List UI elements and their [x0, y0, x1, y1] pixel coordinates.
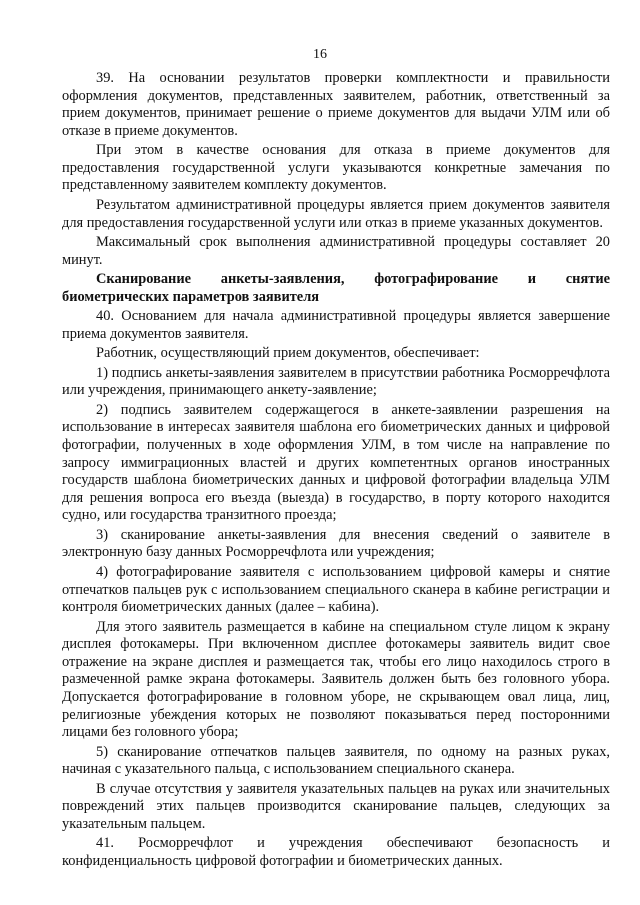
paragraph-refusal-basis: При этом в качестве основания для отказа в приеме документов для предоставления государственной услуги указываются конкретные замечания по представленному заявителем комплекту документов. [62, 142, 610, 194]
list-item-1: 1) подпись анкеты-заявления заявителем в присутствии работника Росморречфлота или учреждения, принимающего анкету-заявление; [62, 364, 610, 399]
list-item-2: 2) подпись заявителем содержащегося в анкете-заявлении разрешения на использование в интересах заявителя шаблона его биометрических данных и цифровой фотографии, полученных в ходе оформления УЛМ, в том числе на направление по запросу иммиграционных властей и других компетентных органов иностранных государств шаблона биометрических данных и цифровой фотографии владельца УЛМ для решения вопроса его въезда (выезда) в государство, в порту которого находится судно, или государства транзитного проезда; [62, 401, 610, 524]
paragraph-cabin-procedure: Для этого заявитель размещается в кабине на специальном стуле лицом к экрану дисплея фотокамеры. При включенном дисплее фотокамеры заявитель видит свое отражение на экране дисплея и размещается так, чтобы его лицо находилось строго в размеченной рамке экрана фотокамеры. Заявитель должен быть без головного убора. Допускается фотографирование в головном уборе, не скрывающем овал лица, лиц, религиозные убеждения которых не позволяют показываться перед посторонними лицами без головного убора; [62, 618, 610, 741]
paragraph-41: 41. Росморречфлот и учреждения обеспечивают безопасность и конфиденциальность цифровой фотографии и биометрических данных. [62, 835, 610, 869]
paragraph-max-duration: Максимальный срок выполнения административной процедуры составляет 20 минут. [62, 234, 610, 268]
paragraph-missing-fingers: В случае отсутствия у заявителя указательных пальцев на руках или значительных повреждений этих пальцев производится сканирование пальцев, следующих за указательным пальцем. [62, 780, 610, 832]
paragraph-39: 39. На основании результатов проверки комплектности и правильности оформления документов, представленных заявителем, работник, ответственный за прием документов, принимает решение о приеме документов для выдачи УЛМ или об отказе в приеме документов. [62, 70, 610, 139]
list-item-4: 4) фотографирование заявителя с использованием цифровой камеры и снятие отпечатков пальцев рук с использованием специального сканера в кабине регистрации и контроля биометрических данных (далее – кабина). [62, 563, 610, 616]
paragraph-employee-ensures: Работник, осуществляющий прием документов, обеспечивает: [96, 345, 480, 362]
document-body [62, 70, 610, 872]
section-heading: Сканирование анкеты-заявления, фотографирование и снятие биометрических параметров заявителя [62, 271, 610, 305]
paragraph-procedure-result: Результатом административной процедуры является прием документов заявителя для предоставления государственной услуги или отказ в приеме указанных документов. [62, 196, 610, 231]
page-number: 16 [313, 47, 327, 62]
paragraph-40: 40. Основанием для начала административной процедуры является завершение приема документов заявителя. [62, 308, 610, 342]
list-item-3: 3) сканирование анкеты-заявления для внесения сведений о заявителе в электронную базу данных Росморречфлота или учреждения; [62, 526, 610, 561]
list-item-5: 5) сканирование отпечатков пальцев заявителя, по одному на разных руках, начиная с указательного пальца, с использованием специального сканера. [62, 743, 610, 778]
